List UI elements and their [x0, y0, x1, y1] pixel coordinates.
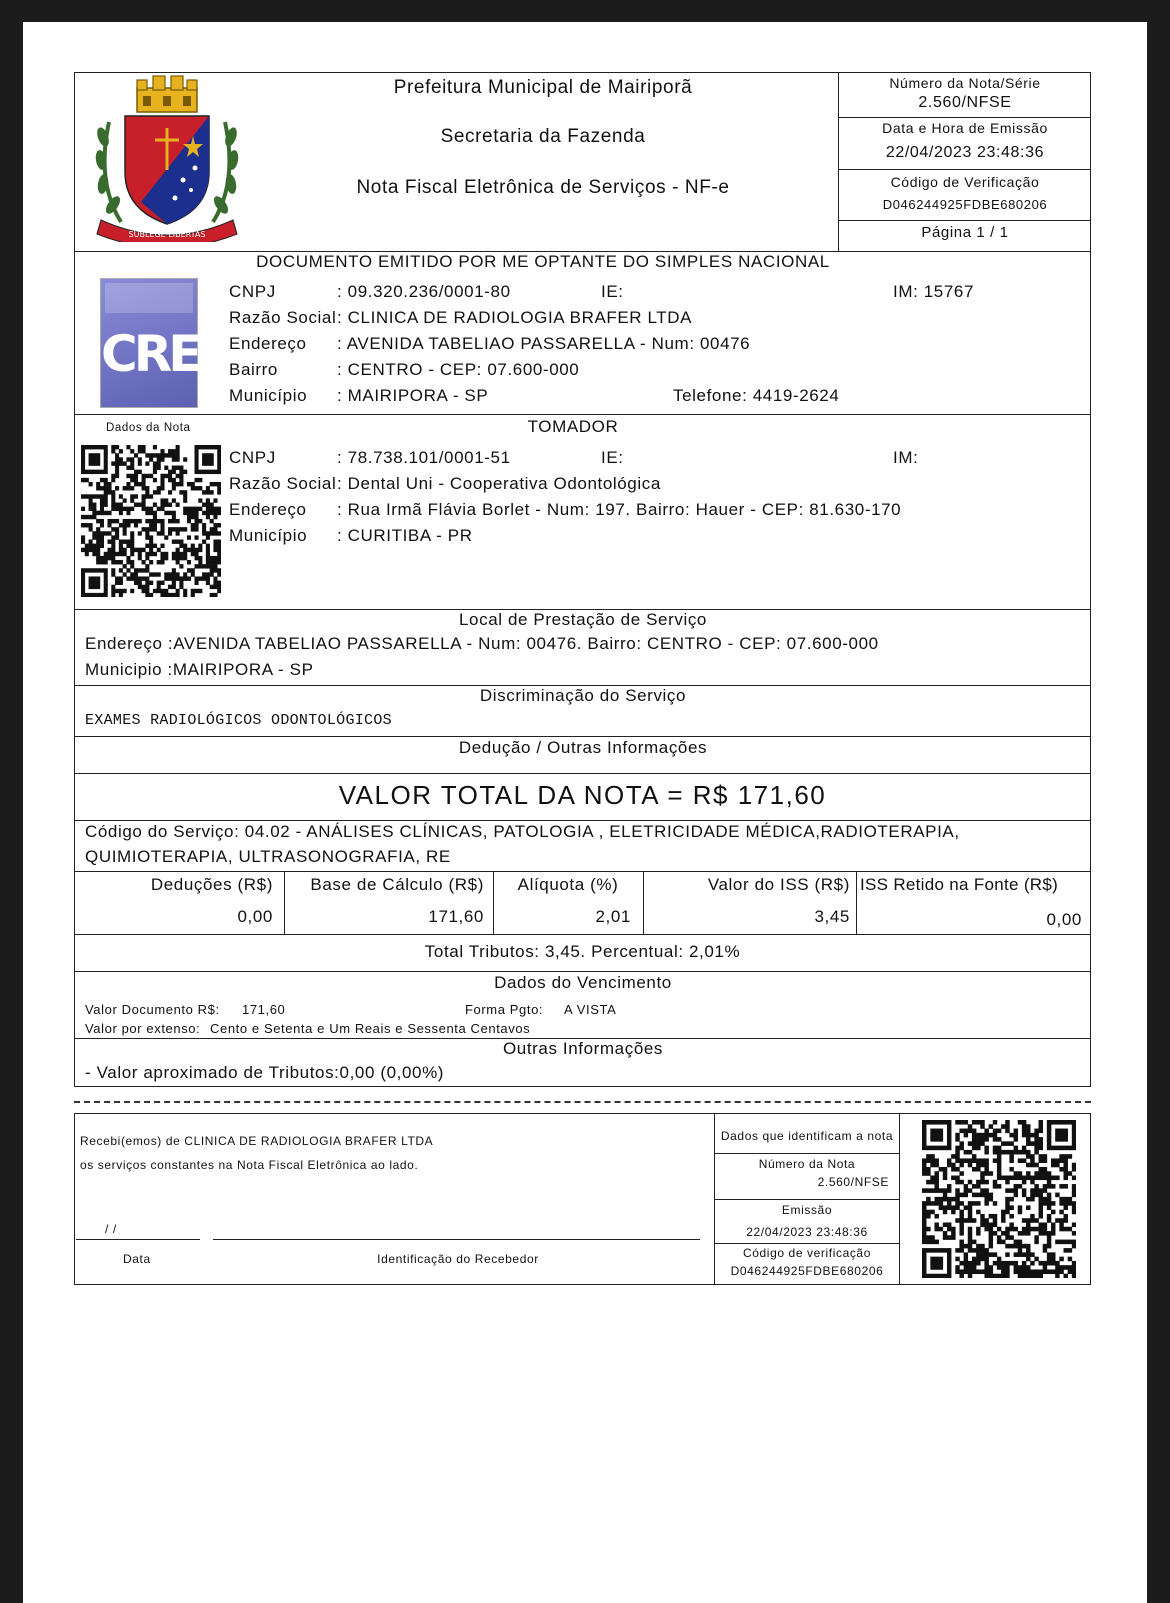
- recibo-line2: os serviços constantes na Nota Fiscal Eletrônica ao lado.: [80, 1158, 419, 1172]
- prestador-razao-label: Razão Social: [229, 308, 337, 327]
- tomador-cnpj-value: : 78.738.101/0001-51: [337, 448, 511, 467]
- valor-total: VALOR TOTAL DA NOTA = R$ 171,60: [338, 780, 827, 810]
- prestador-municipio-label: Município: [229, 386, 308, 405]
- pagina: Página 1 / 1: [921, 224, 1009, 241]
- cut-line: [74, 1101, 1091, 1103]
- recibo-codigo-label: Código de verificação: [742, 1246, 871, 1260]
- imposto-header-aliquota: Alíquota (%): [517, 875, 619, 894]
- prestador-im: IM: 15767: [893, 282, 975, 301]
- nfse-document: [23, 22, 1147, 1603]
- local-endereco: Endereço :AVENIDA TABELIAO PASSARELLA - Num: 00476. Bairro: CENTRO - CEP: 07.600-000: [85, 634, 879, 653]
- prestador-logo-text: CRE: [101, 325, 199, 383]
- prestador-bairro-label: Bairro: [229, 360, 278, 379]
- numero-nota-value: 2.560/NFSE: [918, 94, 1012, 111]
- local-municipio: Municipio :MAIRIPORA - SP: [85, 660, 314, 679]
- prestador-box: [74, 251, 1091, 415]
- valor-extenso-value: Cento e Setenta e Um Reais e Sessenta Centavos: [210, 1021, 531, 1036]
- tomador-cnpj-label: CNPJ: [229, 448, 276, 467]
- recibo-line1: Recebi(emos) de CLINICA DE RADIOLOGIA BRAFER LTDA: [80, 1134, 434, 1148]
- discriminacao-text: EXAMES RADIOLÓGICOS ODONTOLÓGICOS: [85, 712, 392, 729]
- recibo-emissao-value: 22/04/2023 23:48:36: [746, 1225, 868, 1239]
- forma-pgto-label: Forma Pgto:: [465, 1002, 544, 1017]
- prestador-logo: [100, 278, 198, 408]
- tomador-municipio-value: : CURITIBA - PR: [337, 526, 473, 545]
- prestador-cnpj-label: CNPJ: [229, 282, 276, 301]
- tomador-im: IM:: [893, 448, 919, 467]
- qr-code-recibo: [922, 1120, 1076, 1278]
- imposto-value-valor-iss: 3,45: [814, 907, 850, 926]
- recibo-ident-title: Dados que identificam a nota: [720, 1129, 894, 1143]
- outras-text: - Valor aproximado de Tributos:0,00 (0,00%): [85, 1063, 445, 1082]
- tomador-title: TOMADOR: [527, 417, 619, 436]
- recibo-date-slashes: / /: [105, 1222, 117, 1236]
- outras-title: Outras Informações: [502, 1039, 664, 1058]
- dados-da-nota-label: Dados da Nota: [106, 422, 191, 434]
- recibo-numero-label: Número da Nota: [758, 1157, 856, 1171]
- header-titulo: Nota Fiscal Eletrônica de Serviços - NF-e: [356, 177, 730, 198]
- tomador-municipio-label: Município: [229, 526, 308, 545]
- codigo-servico-line2: QUIMIOTERAPIA, ULTRASONOGRAFIA, RE: [85, 847, 451, 866]
- prestador-razao-value: : CLINICA DE RADIOLOGIA BRAFER LTDA: [337, 308, 693, 327]
- prestador-municipio-value: : MAIRIPORA - SP: [337, 386, 489, 405]
- header-prefeitura: Prefeitura Municipal de Mairiporã: [393, 77, 693, 98]
- forma-pgto-value: A VISTA: [564, 1002, 617, 1017]
- recibo-ident-label: Identificação do Recebedor: [377, 1252, 539, 1266]
- tomador-ie-label: IE:: [601, 448, 624, 467]
- recibo-date-line: [76, 1239, 200, 1240]
- valor-documento-label: Valor Documento R$:: [85, 1002, 220, 1017]
- tomador-endereco-value: : Rua Irmã Flávia Borlet - Num: 197. Bairro: Hauer - CEP: 81.630-170: [337, 500, 902, 519]
- imposto-value-base: 171,60: [428, 907, 484, 926]
- imposto-header-deducoes: Deduções (R$): [150, 875, 273, 894]
- recibo-codigo-value: D046244925FDBE680206: [730, 1264, 884, 1278]
- imposto-header-valor-iss: Valor do ISS (R$): [707, 875, 850, 894]
- simples-banner: DOCUMENTO EMITIDO POR ME OPTANTE DO SIMPLES NACIONAL: [256, 252, 830, 271]
- imposto-value-deducoes: 0,00: [237, 907, 273, 926]
- prestador-cnpj-value: : 09.320.236/0001-80: [337, 282, 511, 301]
- total-tributos: Total Tributos: 3,45. Percentual: 2,01%: [424, 942, 741, 961]
- qr-code-nota: [81, 445, 221, 597]
- recibo-data-label: Data: [123, 1252, 151, 1266]
- imposto-header-base: Base de Cálculo (R$): [310, 875, 484, 894]
- prestador-endereco-value: : AVENIDA TABELIAO PASSARELLA - Num: 00476: [337, 334, 751, 353]
- recibo-signature-line: [213, 1239, 700, 1240]
- prestador-endereco-label: Endereço: [229, 334, 307, 353]
- tomador-endereco-label: Endereço: [229, 500, 307, 519]
- deducao-title: Dedução / Outras Informações: [458, 738, 708, 757]
- emissao-label: Data e Hora de Emissão: [882, 120, 1048, 136]
- local-title: Local de Prestação de Serviço: [459, 610, 707, 629]
- imposto-header-iss-retido: ISS Retido na Fonte (R$): [860, 875, 1059, 894]
- prestador-telefone: Telefone: 4419-2624: [673, 386, 840, 405]
- discriminacao-title: Discriminação do Serviço: [479, 686, 687, 705]
- header-secretaria: Secretaria da Fazenda: [440, 126, 646, 147]
- codigo-servico-line1: Código do Serviço: 04.02 - ANÁLISES CLÍNICAS, PATOLOGIA , ELETRICIDADE MÉDICA,RADIOTERAPIA,: [85, 822, 960, 841]
- prestador-ie-label: IE:: [601, 282, 624, 301]
- valor-documento-value: 171,60: [242, 1002, 286, 1017]
- emissao-value: 22/04/2023 23:48:36: [885, 144, 1045, 161]
- tomador-razao-label: Razão Social: [229, 474, 337, 493]
- codigo-verificacao-value: D046244925FDBE680206: [882, 197, 1048, 212]
- vencimento-title: Dados do Vencimento: [494, 973, 672, 992]
- imposto-value-iss-retido: 0,00: [1046, 910, 1082, 929]
- coat-of-arms-emblem: [91, 72, 243, 242]
- brasao-motto: SUBLEGE LIBERTAS: [128, 230, 206, 239]
- prestador-bairro-value: : CENTRO - CEP: 07.600-000: [337, 360, 580, 379]
- imposto-value-aliquota: 2,01: [595, 907, 631, 926]
- valor-extenso-label: Valor por extenso:: [85, 1021, 201, 1036]
- numero-nota-label: Número da Nota/Série: [889, 75, 1041, 91]
- recibo-numero-value: 2.560/NFSE: [817, 1175, 889, 1189]
- codigo-verificacao-label: Código de Verificação: [890, 174, 1040, 190]
- recibo-emissao-label: Emissão: [781, 1203, 833, 1217]
- tomador-razao-value: : Dental Uni - Cooperativa Odontológica: [337, 474, 661, 493]
